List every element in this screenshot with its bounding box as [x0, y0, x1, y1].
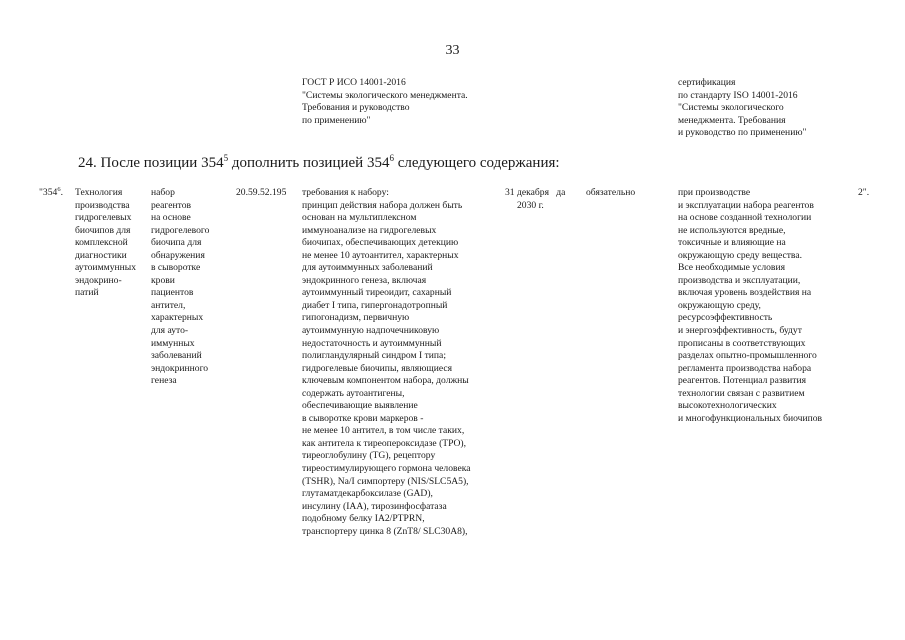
previous-row-certification-note: сертификация по стандарту ISO 14001-2016 "Системы экологического менеджмента. Требования и руководство по применению" — [678, 77, 807, 139]
okpd-code-cell: 20.59.52.195 — [236, 187, 287, 198]
heading-text-part2: дополнить позицией 354 — [228, 155, 390, 171]
amendment-heading — [78, 155, 560, 172]
heading-text-part1: 24. После позиции 354 — [78, 155, 224, 171]
deadline-cell: 31 декабря да 2030 г. — [505, 187, 566, 211]
page-number: 33 — [445, 43, 460, 58]
position-number: "354 — [39, 187, 58, 198]
environmental-impact-cell: при производстве и эксплуатации набора реагентов на основе созданной технологии не используются вредные, токсичные и влияющие на окружающую среду вещества. Все необходимые условия производства и эксплуатации, включая уровень воздействия на окружающую среду, ресурсоэффективность и энергоэффективность, будут прописаны в соответствующих разделах опытно-промышленного регламента производства набора реагентов. Потенциал развития технологии связан с развитием высокотехнологических и многофункциональных биочипов — [678, 187, 823, 424]
heading-text-part3: следующего содержания: — [393, 155, 560, 171]
position-dot: . — [60, 187, 63, 198]
technology-name-cell: Технология производства гидрогелевых биочипов для комплексной диагностики аутоиммунных эндокрино- патий — [75, 187, 137, 299]
heading-superscript-2: 6 — [389, 153, 394, 163]
product-description-cell: набор реагентов на основе гидрогелевого биочипа для обнаружения в сыворотке крови пациентов антител, характерных для ауто- иммунных заболеваний эндокринного генеза — [151, 187, 210, 387]
position-number-cell — [39, 187, 63, 200]
position-superscript: 6 — [57, 186, 61, 193]
heading-superscript-1: 5 — [223, 153, 229, 163]
previous-row-standard-name: ГОСТ Р ИСО 14001-2016 "Системы экологического менеджмента. Требования и руководство по применению" — [302, 77, 468, 126]
closing-quote-cell: 2". — [858, 187, 870, 198]
requirements-cell: требования к набору: принцип действия набора должен быть основан на мультиплексном иммуноанализе на гидрогелевых биочипах, обеспечивающих детекцию не менее 10 аутоантител, характерных для аутоиммунных заболеваний эндокринного генеза, включая аутоиммунный тиреоидит, сахарный диабет I типа, гипергонадотропный гипогонадизм, первичную аутоиммунную надпочечниковую недостаточность и аутоиммунный полигландулярный синдром I типа; гидрогелевые биочипы, являющиеся ключевым компонентом набора, должны содержать аутоантигены, обеспечивающие выявление в сыворотке крови маркеров - не менее 10 антител, в том числе таких, как антитела к тиреопероксидазе (TPO), тиреоглобулину (TG), рецептору тиреостимулирующего гормона человека (TSHR), Na/I симпортеру (NIS/SLC5A5), глутаматдекарбоксилазе (GAD), инсулину (IAA), тирозинфосфатаза подобному белку IA2/PTPRN, транспортеру цинка 8 (ZnT8/ SLC30A8), — [302, 187, 471, 537]
status-cell: обязательно — [586, 187, 636, 198]
